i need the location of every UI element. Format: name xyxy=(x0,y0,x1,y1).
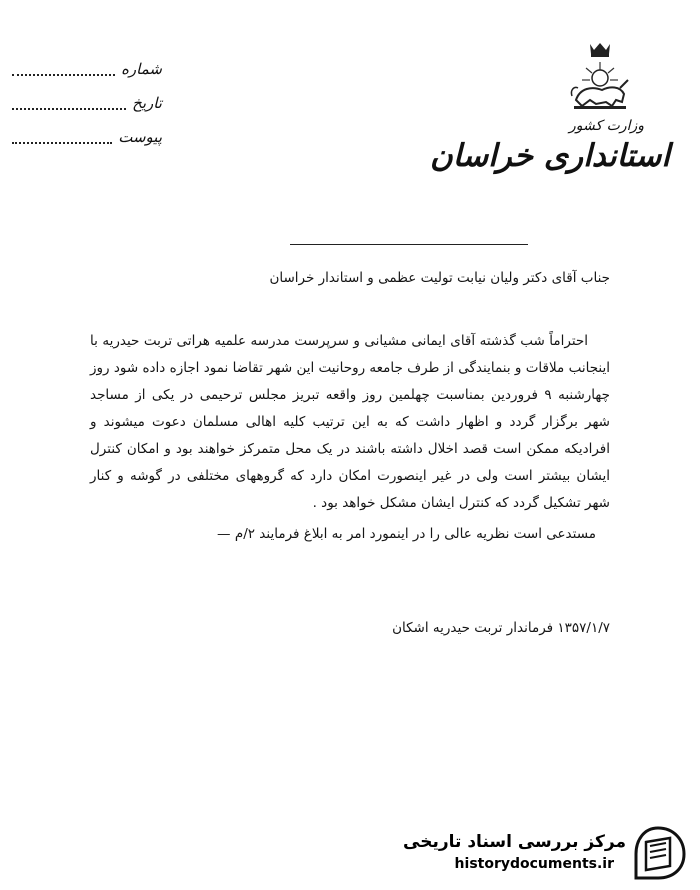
archive-watermark xyxy=(404,822,694,884)
watermark-url: historydocuments.ir xyxy=(454,856,614,872)
archive-logo-icon xyxy=(628,824,688,882)
number-label: شماره xyxy=(121,60,162,78)
attachment-dotted-line xyxy=(12,130,112,144)
attachment-field xyxy=(12,120,162,154)
signature-line: ۱۳۵۷/۱/۷ فرماندار تربت حیدریه اشکان xyxy=(392,620,610,636)
number-field xyxy=(12,52,162,86)
letter-paragraph: مستدعی است نظریه عالی را در اینمورد امر به ابلاغ فرمایند ۲/م — xyxy=(217,526,596,542)
letter-meta-fields xyxy=(12,52,162,154)
salutation: جناب آقای دکتر ولیان نیابت تولیت عظمی و استاندار خراسان xyxy=(269,270,610,286)
header-divider xyxy=(290,244,528,245)
number-dotted-line xyxy=(12,62,115,76)
date-dotted-line xyxy=(12,96,126,110)
watermark-title: مرکز بررسی اسناد تاریخی xyxy=(403,832,626,852)
attachment-label: پیوست xyxy=(118,128,162,146)
ministry-label: وزارت کشور xyxy=(569,118,644,134)
date-field xyxy=(12,86,162,120)
lion-and-sun-emblem-icon xyxy=(562,40,638,116)
letter-body xyxy=(90,328,610,552)
letter-paragraph: احتراماً شب گذشته آقای ایمانی مشیانی و سرپرست مدرسه علمیه هراتی تربت حیدریه با اینجانب ملاقات و بنمایندگی از طرف جامعه روحانیت این شهر تقاضا نمود اجازه داده شود روز چهارشنبه ۹ فروردین بمناسبت چهلمین روز واقعه تبریز مجلس ترحیمی در یکی از مساجد شهر برگزار گردد و اظهار داشت که به این ترتیب کلیه اهالی مسلمان دعوت میشوند و افرادیکه ممکن است قصد اخلال داشته باشند در یک محل متمرکز خواهند بود و امکان کنترل ایشان بیشتر است ولی در غیر اینصورت امکان دارد که گروههای مختلفی در گوشه و کنار شهر تشکیل گردد که کنترل ایشان مشکل خواهد بود . xyxy=(90,333,610,511)
date-label: تاریخ xyxy=(132,94,162,112)
letterhead-title: استانداری خراسان xyxy=(430,138,670,174)
